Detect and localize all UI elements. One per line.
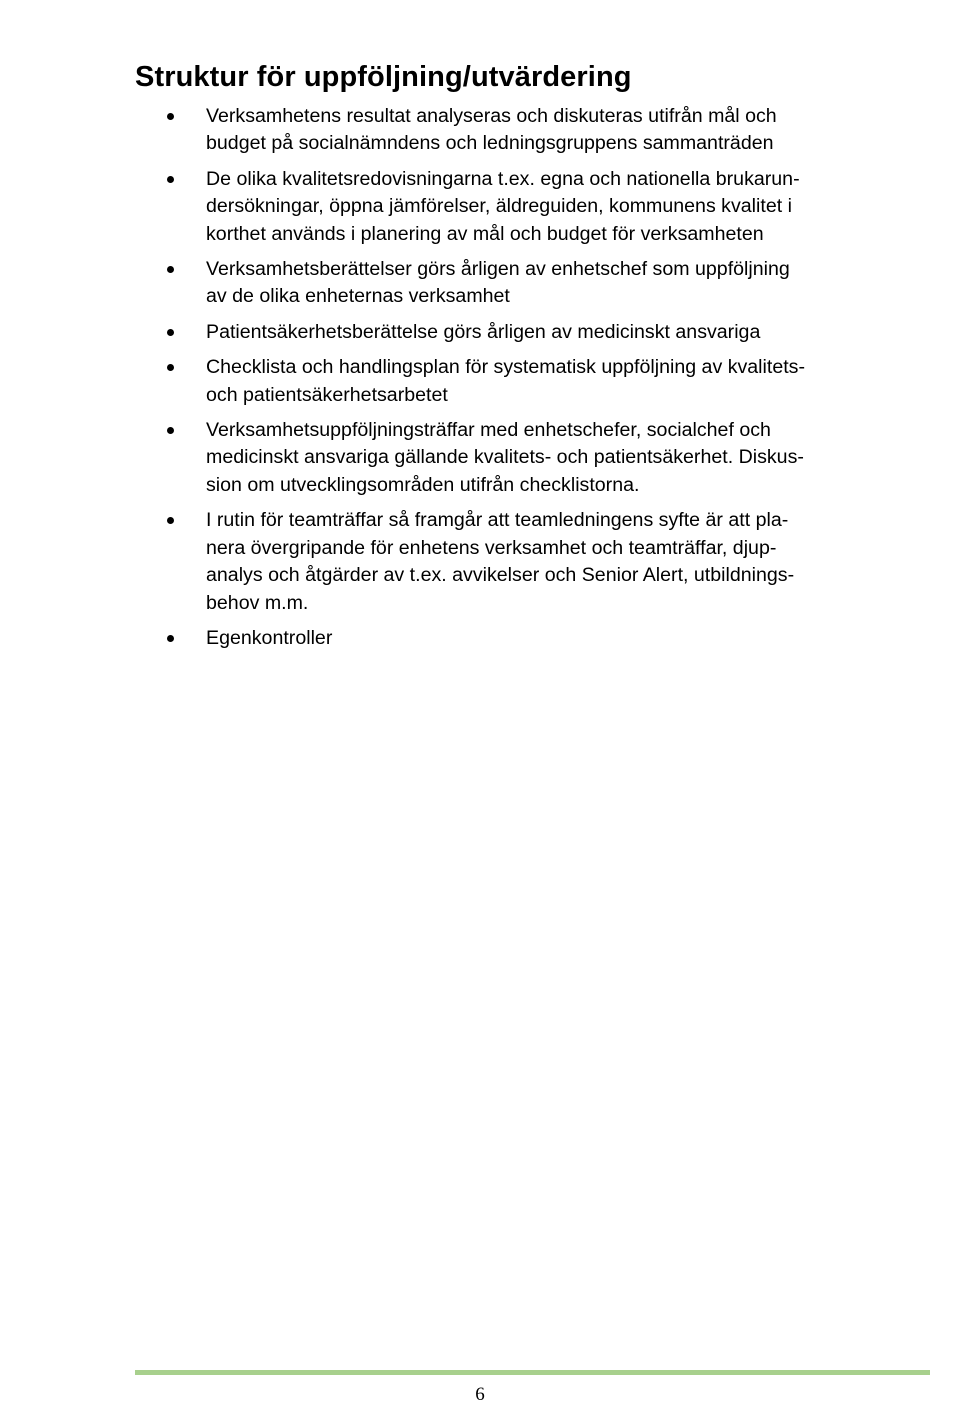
- bullet-list: [0, 103, 960, 660]
- bullet-icon: [167, 329, 174, 336]
- bullet-icon: [167, 113, 174, 120]
- page-title: Struktur för uppföljning/utvärdering: [135, 61, 632, 93]
- list-item: [0, 417, 930, 499]
- list-item: [0, 256, 930, 311]
- list-item-text: De olika kvalitetsredovisningarna t.ex. egna och nationella brukarun- dersökningar, öppna jämförelser, äldreguiden, kommunens kvalitet i korthet används i planering av mål och budget för verksamheten: [206, 167, 800, 245]
- page-number: 6: [475, 1384, 485, 1405]
- list-item-text: Patientsäkerhetsberättelse görs årligen av medicinskt ansvariga: [206, 320, 761, 343]
- list-item: [0, 166, 930, 248]
- list-item: [0, 103, 930, 158]
- list-item: [0, 319, 930, 346]
- list-item: [0, 625, 930, 652]
- list-item-text: Verksamhetsberättelser görs årligen av enhetschef som uppföljning av de olika enheternas verksamhet: [206, 258, 790, 308]
- list-item-text: Verksamhetens resultat analyseras och diskuteras utifrån mål och budget på socialnämndens och ledningsgruppens sammanträden: [206, 105, 777, 155]
- list-item-text: Checklista och handlingsplan för systematisk uppföljning av kvalitets- och patientsäkerhetsarbetet: [206, 356, 805, 406]
- list-item: [0, 507, 930, 617]
- bullet-icon: [167, 176, 174, 183]
- list-item-text: Verksamhetsuppföljningsträffar med enhetschefer, socialchef och medicinskt ansvariga gällande kvalitets- och patientsäkerhet. Diskus- sion om utvecklingsområden utifrån checklistorna.: [206, 419, 804, 496]
- bullet-icon: [167, 427, 174, 434]
- bullet-icon: [167, 635, 174, 642]
- bullet-icon: [167, 266, 174, 273]
- list-item: [0, 354, 930, 409]
- bullet-icon: [167, 517, 174, 524]
- list-item-text: I rutin för teamträffar så framgår att teamledningens syfte är att pla- nera övergripande för enhetens verksamhet och teamträffar, djup- analys och åtgärder av t.ex. avvikelser och Senior Alert, utbildnings- behov m.m.: [206, 509, 795, 614]
- bullet-icon: [167, 364, 174, 371]
- list-item-text: Egenkontroller: [206, 626, 333, 649]
- footer-rule: [135, 1370, 930, 1375]
